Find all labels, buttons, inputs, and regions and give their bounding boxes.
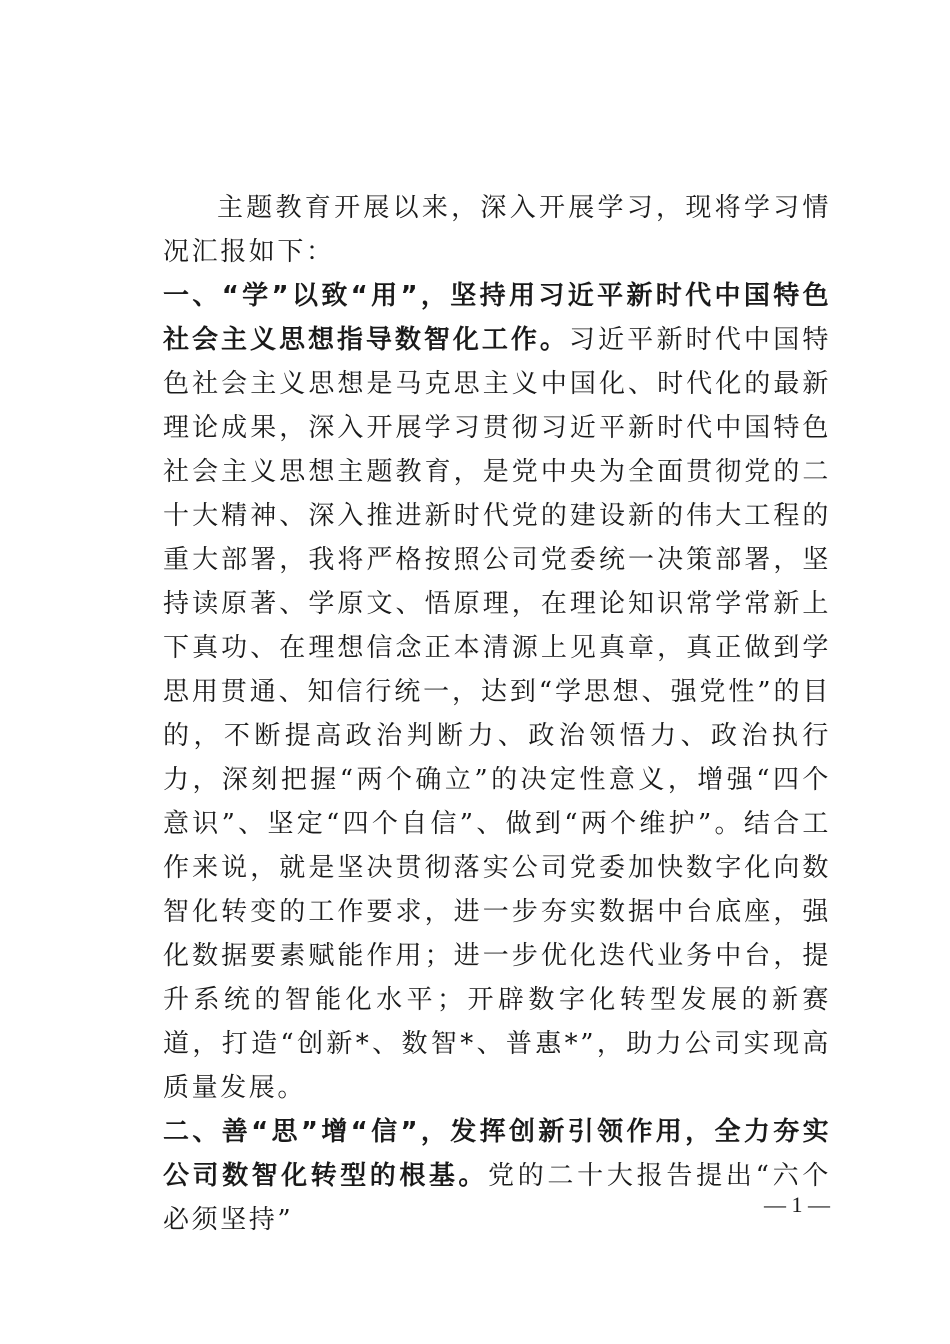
intro-paragraph: 主题教育开展以来，深入开展学习，现将学习情况汇报如下：: [163, 193, 831, 267]
section-2-heading: 二、善“思”增“信”，发挥创新引领作用，全力夯实公司数智化转型的根基。: [163, 1117, 831, 1191]
document-body: [163, 186, 831, 1242]
section-2-body: 党的二十大报告提出“六个必须坚持”: [163, 1161, 831, 1235]
page-number: — 1 —: [764, 1192, 830, 1217]
section-1-body: 习近平新时代中国特色社会主义思想是马克思主义中国化、时代化的最新理论成果，深入开展学习贯彻习近平新时代中国特色社会主义思想主题教育，是党中央为全面贯彻党的二十大精神、深入推进新时代党的建设新的伟大工程的重大部署，我将严格按照公司党委统一决策部署，坚持读原著、学原文、悟原理，在理论知识常学常新上下真功、在理想信念正本清源上见真章，真正做到学思用贯通、知信行统一，达到“学思想、强党性”的目的，不断提高政治判断力、政治领悟力、政治执行力，深刻把握“两个确立”的决定性意义，增强“四个意识”、坚定“四个自信”、做到“两个维护”。结合工作来说，就是坚决贯彻落实公司党委加快数字化向数智化转变的工作要求，进一步夯实数据中台底座，强化数据要素赋能作用；进一步优化迭代业务中台，提升系统的智能化水平；开辟数字化转型发展的新赛道，打造“创新*、数智*、普惠*”，助力公司实现高质量发展。: [163, 325, 831, 1103]
section-1-paragraph: [163, 274, 831, 1110]
section-2-paragraph: [163, 1110, 831, 1242]
section-1-heading: 一、“学”以致“用”，坚持用习近平新时代中国特色社会主义思想指导数智化工作。: [163, 281, 831, 355]
